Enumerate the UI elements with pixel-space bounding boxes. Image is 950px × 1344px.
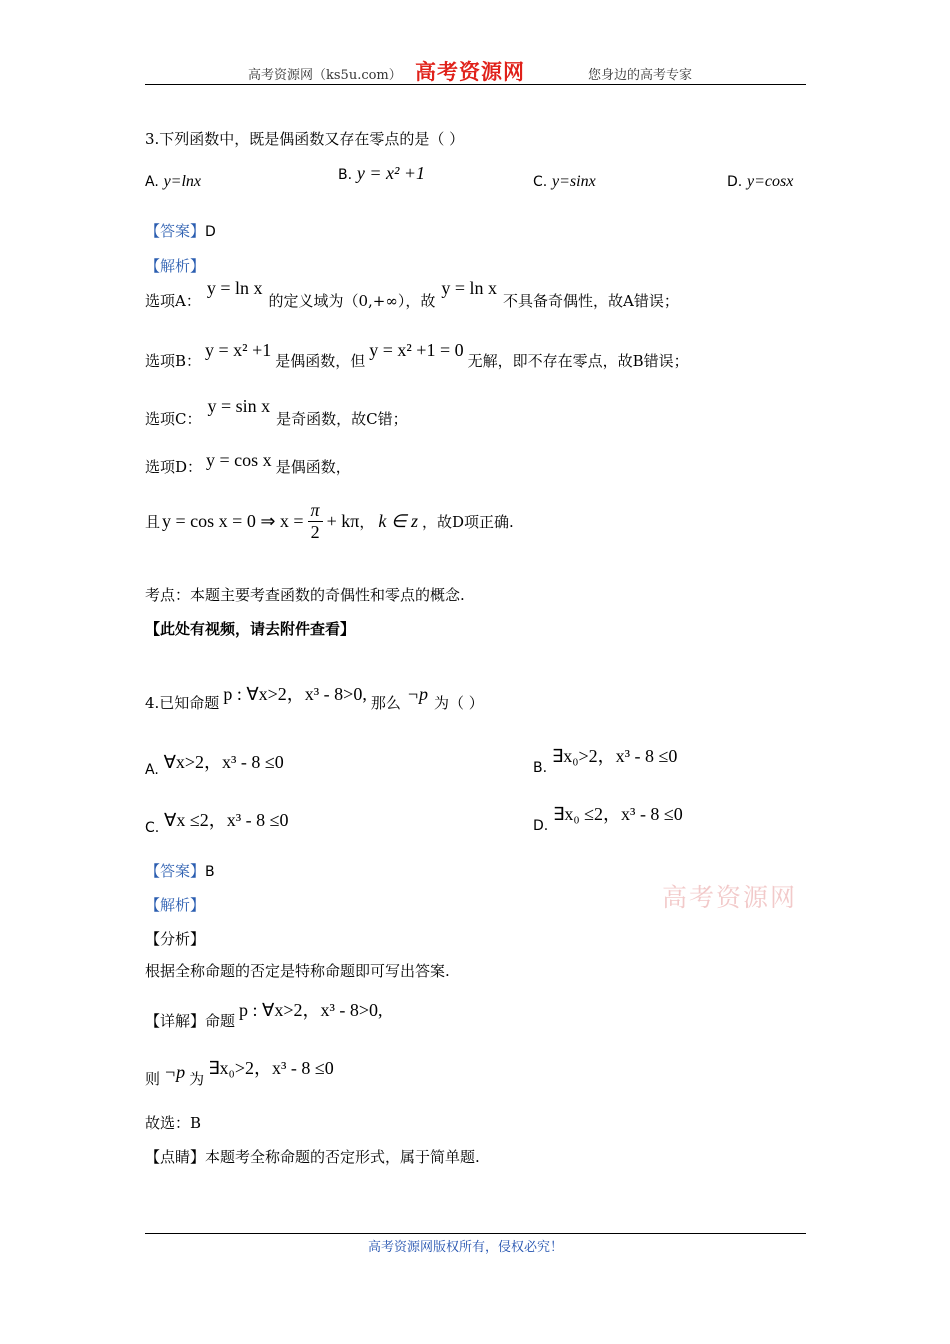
answer-tag: 【答案】 bbox=[145, 222, 206, 240]
answer-value: B bbox=[205, 864, 215, 880]
then-mid: 为 bbox=[189, 1070, 205, 1088]
q3-video-note: 【此处有视频，请去附件查看】 bbox=[145, 620, 356, 638]
line-text: 的定义域为（0,+∞），故 bbox=[268, 292, 436, 310]
option-expr: y=lnx bbox=[163, 173, 202, 190]
q4-prefix: 4.已知命题 bbox=[145, 694, 220, 712]
q3-kaodian: 考点：本题主要考查函数的奇偶性和零点的概念. bbox=[145, 586, 465, 604]
fraction bbox=[308, 500, 323, 543]
option-label: B. bbox=[338, 167, 353, 183]
option-label: C. bbox=[533, 174, 548, 190]
watermark: 高考资源网 bbox=[662, 883, 798, 912]
footer-copyright: 高考资源网版权所有，侵权必究！ bbox=[368, 1240, 564, 1255]
line-prefix: 选项B： bbox=[145, 352, 202, 370]
header-slogan: 您身边的高考专家 bbox=[588, 68, 693, 83]
line-text: 是偶函数， bbox=[275, 458, 351, 476]
line-text: 是奇函数，故C错； bbox=[276, 410, 408, 428]
q4-answer bbox=[145, 860, 215, 881]
q3-option-c bbox=[533, 172, 596, 191]
math-expr: p : ∀x>2，x³ - 8>0, bbox=[239, 1000, 383, 1020]
q3-analysis-c bbox=[145, 396, 408, 429]
q3-option-b bbox=[338, 163, 425, 184]
q4-suffix: 为（ ） bbox=[434, 694, 484, 712]
math-expr: y = cos x = 0 ⇒ x = bbox=[162, 511, 304, 531]
q4-fenxi-tag: 【分析】 bbox=[145, 930, 206, 948]
q3-option-d bbox=[727, 172, 793, 191]
q4-question bbox=[145, 684, 484, 714]
line-text: 不具备奇偶性，故A错误； bbox=[503, 292, 679, 310]
option-label: D. bbox=[533, 818, 549, 834]
q4-dianjing: 【点睛】本题考全称命题的否定形式，属于简单题. bbox=[145, 1148, 480, 1166]
header-brand-logo: 高考资源网 bbox=[415, 59, 525, 84]
q3-analysis-a bbox=[145, 278, 679, 311]
header-rule bbox=[145, 84, 806, 85]
answer-tag: 【答案】 bbox=[145, 862, 206, 880]
q4-mid: 那么 bbox=[370, 694, 401, 712]
math-expr: ∃x₀>2，x³ - 8 ≤0 bbox=[208, 1058, 334, 1078]
option-expr: ∀x>2，x³ - 8 ≤0 bbox=[163, 752, 284, 772]
option-expr: ∃x₀>2，x³ - 8 ≤0 bbox=[551, 746, 678, 766]
math-expr: y = sin x bbox=[207, 396, 271, 416]
q4-choose: 故选：B bbox=[145, 1114, 202, 1132]
q4-xiangjie bbox=[145, 1000, 387, 1032]
q4-option-b bbox=[533, 742, 678, 776]
q3-analysis-tag: 【解析】 bbox=[145, 257, 206, 275]
math-expr: y = ln x bbox=[441, 278, 498, 298]
line-text: 无解，即不存在零点，故B错误； bbox=[467, 352, 689, 370]
then-prefix: 则 bbox=[145, 1070, 161, 1088]
q3-analysis-conclusion bbox=[145, 500, 514, 543]
line-prefix: 且 bbox=[145, 513, 161, 531]
q3-answer bbox=[145, 220, 216, 241]
q4-fenxi-text: 根据全称命题的否定是特称命题即可写出答案. bbox=[145, 962, 450, 980]
option-label: D. bbox=[727, 174, 743, 190]
q3-option-a bbox=[145, 172, 201, 191]
option-expr: ∃x₀ ≤2，x³ - 8 ≤0 bbox=[553, 804, 683, 824]
math-expr: y = ln x bbox=[206, 278, 263, 298]
math-expr: y = cos x bbox=[206, 450, 272, 470]
footer-rule bbox=[145, 1233, 806, 1234]
math-expr: y = x² +1 bbox=[205, 340, 272, 360]
option-label: C. bbox=[145, 820, 160, 836]
q3-analysis-d bbox=[145, 450, 351, 477]
line-prefix: 选项C： bbox=[145, 410, 202, 428]
option-expr: y=cosx bbox=[747, 173, 794, 190]
line-prefix: 选项A： bbox=[145, 292, 201, 310]
line-text: ，故D项正确. bbox=[422, 513, 514, 531]
math-expr: ¬p bbox=[164, 1062, 186, 1082]
q4-then bbox=[145, 1058, 338, 1090]
separator: ， bbox=[359, 513, 375, 531]
q4-analysis-tag: 【解析】 bbox=[145, 896, 206, 914]
option-expr: y = x² +1 bbox=[356, 163, 426, 183]
line-prefix: 选项D： bbox=[145, 458, 203, 476]
math-expr: ¬p bbox=[406, 684, 428, 704]
xiangjie-tag: 【详解】命题 bbox=[145, 1012, 236, 1030]
math-expr: p : ∀x>2，x³ - 8>0, bbox=[223, 684, 367, 704]
option-label: A. bbox=[145, 174, 159, 190]
math-expr: + kπ bbox=[326, 511, 360, 531]
fraction-denominator: 2 bbox=[310, 522, 320, 542]
header-site-name: 高考资源网（ks5u.com） bbox=[248, 68, 402, 83]
q4-option-a bbox=[145, 748, 284, 778]
q3-analysis-b bbox=[145, 340, 689, 371]
q4-option-d bbox=[533, 800, 683, 834]
line-text: 是偶函数，但 bbox=[275, 352, 366, 370]
fraction-numerator: π bbox=[308, 500, 323, 522]
option-label: A. bbox=[145, 762, 159, 778]
answer-value: D bbox=[205, 224, 216, 240]
math-expr: k ∈ z bbox=[378, 511, 419, 531]
option-expr: y=sinx bbox=[552, 173, 596, 190]
option-expr: ∀x ≤2，x³ - 8 ≤0 bbox=[164, 810, 289, 830]
q3-question: 3.下列函数中，既是偶函数又存在零点的是（ ） bbox=[145, 130, 465, 148]
math-expr: y = x² +1 = 0 bbox=[369, 340, 464, 360]
option-label: B. bbox=[533, 760, 548, 776]
q4-option-c bbox=[145, 806, 289, 836]
